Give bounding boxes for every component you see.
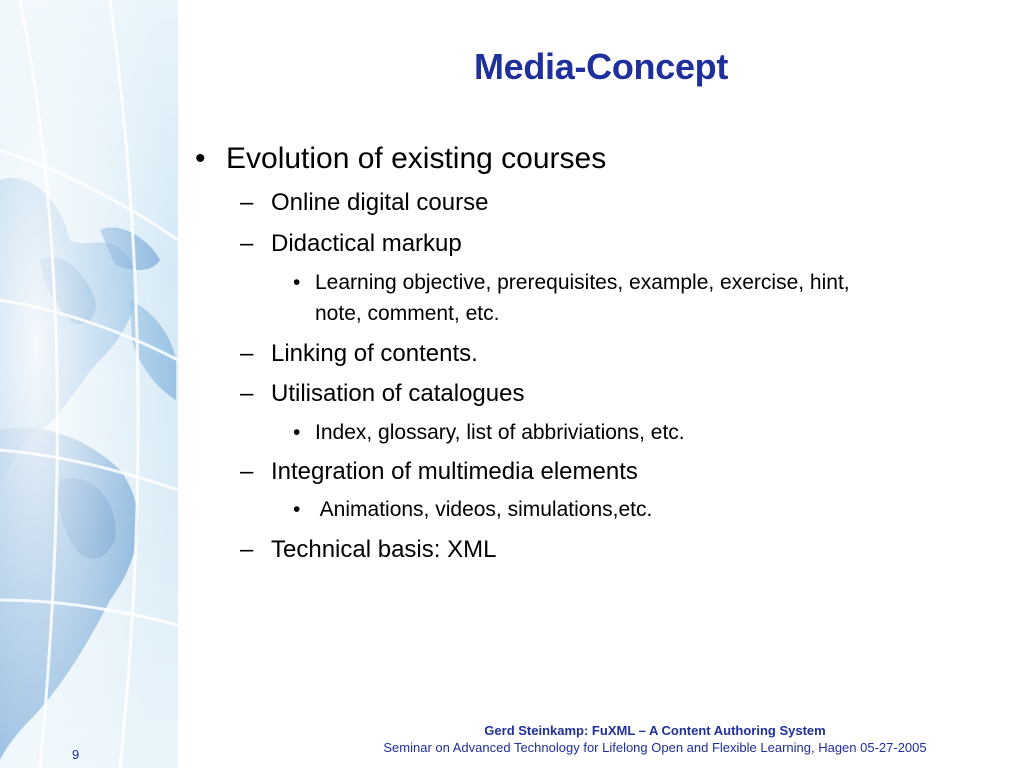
dash-marker: – [240, 189, 254, 216]
page-number: 9 [72, 747, 80, 762]
list-item: Linking of contents. [271, 340, 478, 367]
footer-title: Gerd Steinkamp: FuXML – A Content Authoring System [484, 723, 826, 738]
footer-subtitle: Seminar on Advanced Technology for Lifelong Open and Flexible Learning, Hagen 05-27-2005 [383, 740, 927, 755]
list-item: Utilisation of catalogues [271, 380, 525, 407]
list-item: Online digital course [271, 189, 489, 216]
bullet-marker: • [293, 421, 301, 444]
list-item: note, comment, etc. [315, 302, 500, 325]
dash-marker: – [240, 536, 254, 563]
list-item: Didactical markup [271, 230, 462, 257]
list-item: Learning objective, prerequisites, example, exercise, hint, [315, 271, 850, 294]
bullet-marker: • [293, 271, 301, 294]
dash-marker: – [240, 380, 254, 407]
bullet-marker: • [293, 498, 301, 521]
bullet-marker: • [195, 142, 206, 175]
list-item: Index, glossary, list of abbriviations, etc. [315, 421, 685, 444]
list-item: Evolution of existing courses [226, 142, 607, 175]
dash-marker: – [240, 230, 254, 257]
dash-marker: – [240, 458, 254, 485]
list-item: Technical basis: XML [271, 536, 497, 563]
slide-title: Media-Concept [473, 46, 729, 87]
list-item: Integration of multimedia elements [271, 458, 638, 485]
dash-marker: – [240, 340, 254, 367]
list-item: Animations, videos, simulations,etc. [315, 498, 653, 521]
